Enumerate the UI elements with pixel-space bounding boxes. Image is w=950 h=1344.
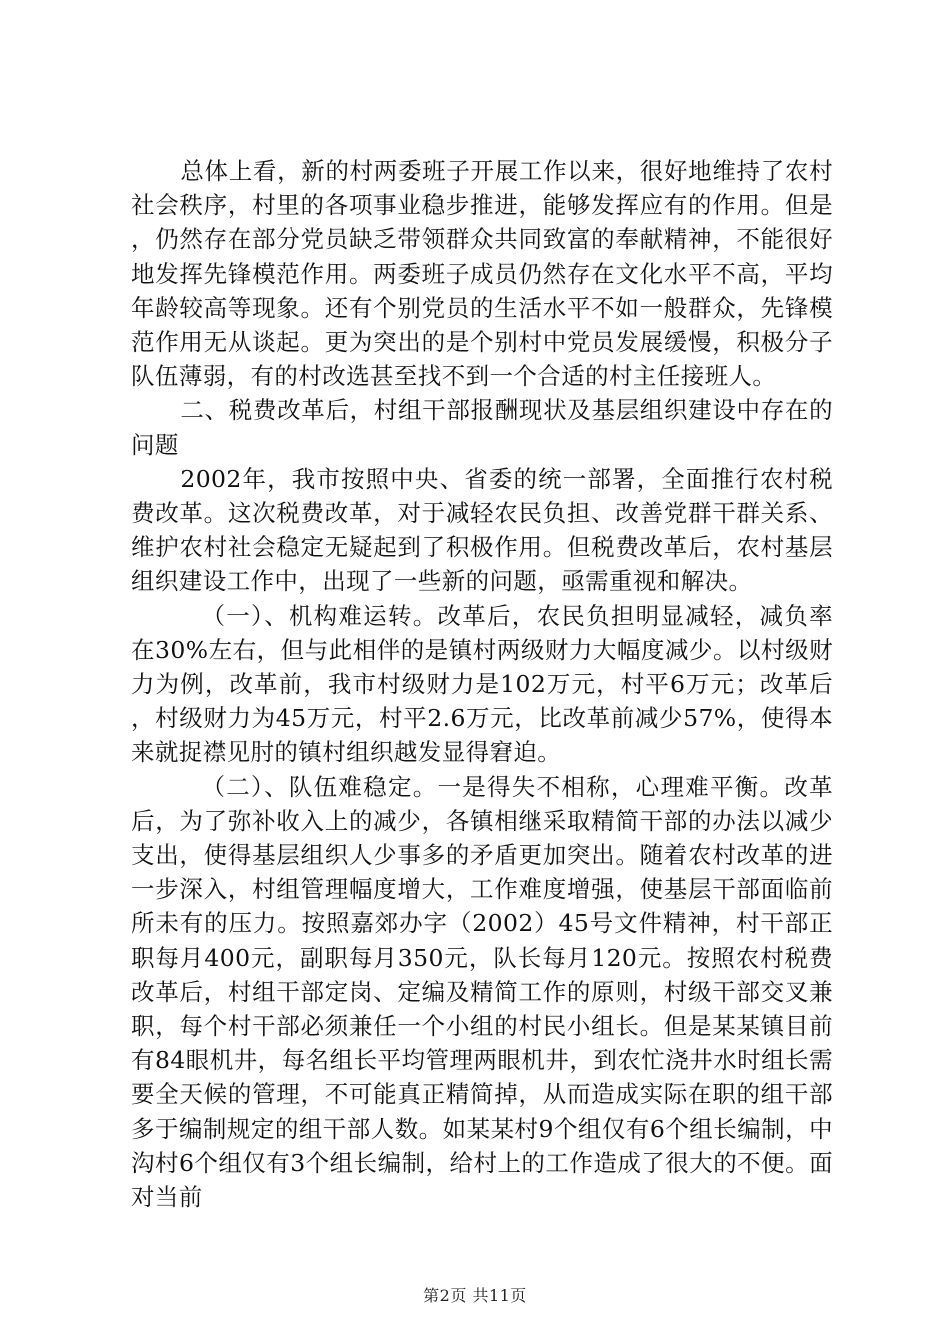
paragraph-summary: 总体上看，新的村两委班子开展工作以来，很好地维持了农村社会秩序，村里的各项事业稳步推进，能够发挥应有的作用。但是，仍然存在部分党员缺乏带领群众共同致富的奉献精神，不能很好地发挥先锋模范作用。两委班子成员仍然存在文化水平不高，平均年龄较高等现象。还有个别党员的生活水平不如一般群众，先锋模范作用无从谈起。更为突出的是个别村中党员发展缓慢，积极分子队伍薄弱，有的村改选甚至找不到一个合适的村主任接班人。 [131,157,833,391]
document-body [131,154,833,1214]
page-footer: 第2页 共11页 [423,1286,527,1305]
paragraph-item-2: （二）、队伍难稳定。一是得失不相称，心理难平衡。改革后，为了弥补收入上的减少，各镇相继采取精简干部的办法以减少支出，使得基层组织人少事多的矛盾更加突出。随着农村改革的进一步深入，村组管理幅度增大，工作难度增强，使基层干部面临前所未有的压力。按照嘉郊办字（2002）45号文件精神，村干部正职每月400元，副职每月350元，队长每月120元。按照农村税费改革后，村组干部定岗、定编及精简工作的原则，村级干部交叉兼职，每个村干部必须兼任一个小组的村民小组长。但是某某镇目前有84眼机井，每名组长平均管理两眼机井，到农忙浇井水时组长需要全天候的管理，不可能真正精简掉，从而造成实际在职的组干部多于编制规定的组干部人数。如某某村9个组仅有6个组长编制，中沟村6个组仅有3个组长编制，给村上的工作造成了很大的不便。面对当前 [131,772,833,1212]
paragraph-tax-reform: 2002年，我市按照中央、省委的统一部署，全面推行农村税费改革。这次税费改革，对于减轻农民负担、改善党群干群关系、维护农村社会稳定无疑起到了积极作用。但税费改革后，农村基层组织建设工作中，出现了一些新的问题，亟需重视和解决。 [131,464,833,596]
section-heading-2: 二、税费改革后，村组干部报酬现状及基层组织建设中存在的问题 [131,396,833,459]
paragraph-item-1: （一）、机构难运转。改革后，农民负担明显减轻，减负率在30%左右，但与此相伴的是镇村两级财力大幅度减少。以村级财力为例，改革前，我市村级财力是102万元，村平6万元；改革后，村级财力为45万元，村平2.6万元，比改革前减少57%，使得本来就捉襟见肘的镇村组织越发显得窘迫。 [131,601,833,767]
